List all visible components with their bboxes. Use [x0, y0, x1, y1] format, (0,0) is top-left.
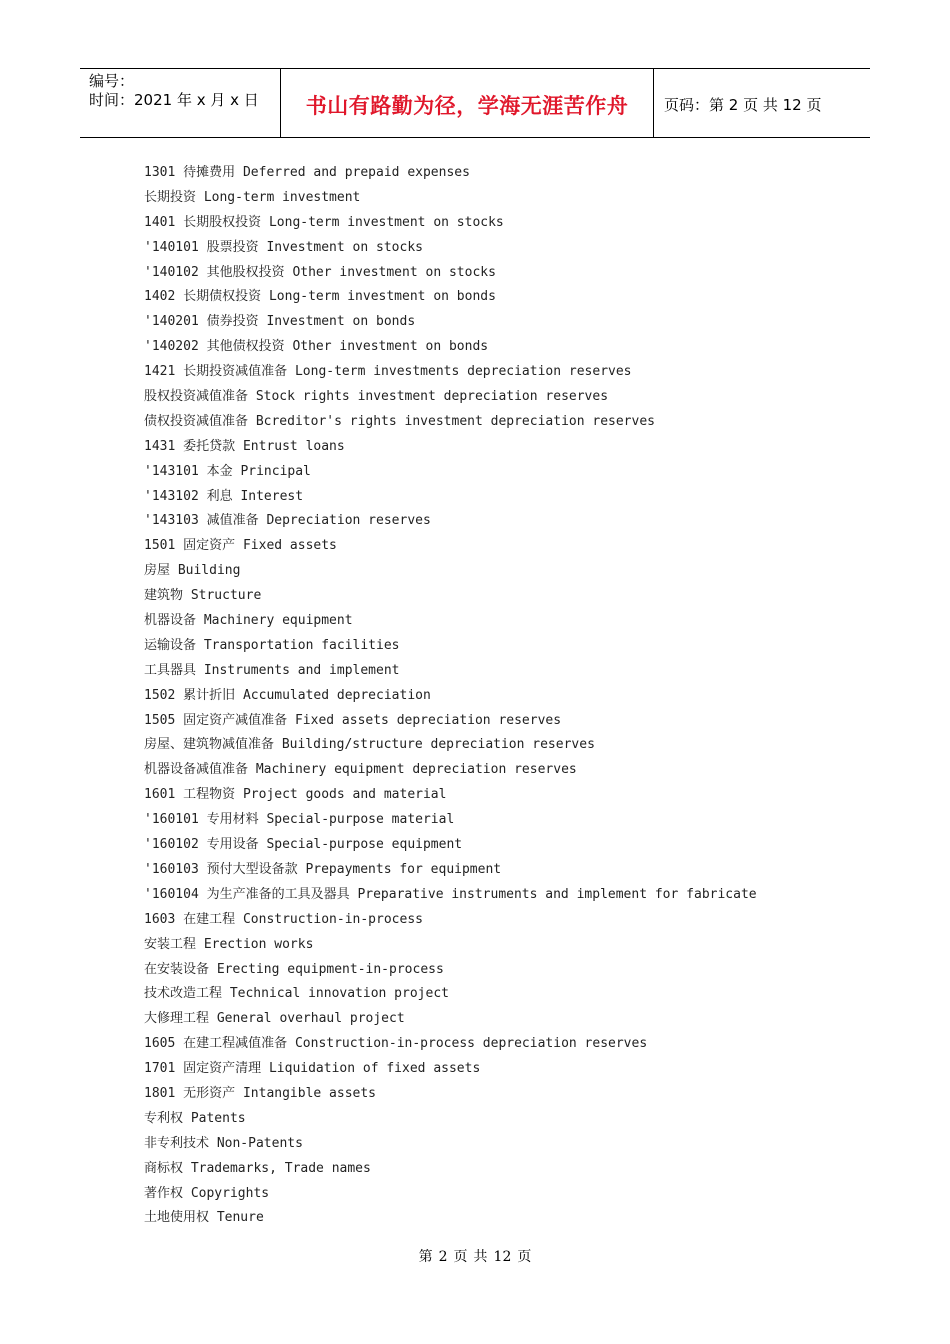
- account-line: '160101 专用材料 Special-purpose material: [144, 812, 455, 828]
- account-line: 1501 固定资产 Fixed assets: [144, 538, 337, 554]
- header-page-label: 页码：第 2 页 共 12 页: [664, 95, 822, 114]
- header-info-cell: [80, 69, 281, 137]
- footer-text: 页: [517, 1249, 532, 1265]
- account-line: 非专利技术 Non-Patents: [144, 1135, 303, 1151]
- time-label: 时间：2021 年 x 月 x 日: [89, 91, 259, 109]
- account-line: '160104 为生产准备的工具及器具 Preparative instruments and implement for fabricate: [144, 886, 757, 902]
- account-line: 安装工程 Erection works: [144, 936, 314, 952]
- account-line: 机器设备 Machinery equipment: [144, 613, 353, 629]
- account-line: '140202 其他债权投资 Other investment on bonds: [144, 339, 489, 355]
- account-line: 1701 固定资产清理 Liquidation of fixed assets: [144, 1061, 481, 1077]
- account-line: 1402 长期债权投资 Long-term investment on bonds: [144, 289, 496, 305]
- account-line: 运输设备 Transportation facilities: [144, 637, 400, 653]
- account-line: 机器设备减值准备 Machinery equipment depreciation reserves: [144, 762, 577, 778]
- account-line: 债权投资减值准备 Bcreditor's rights investment depreciation reserves: [144, 413, 655, 429]
- account-line: '140101 股票投资 Investment on stocks: [144, 239, 423, 255]
- account-line: 长期投资 Long-term investment: [144, 189, 361, 205]
- account-line: 1301 待摊费用 Deferred and prepaid expenses: [144, 165, 470, 180]
- account-line: 股权投资减值准备 Stock rights investment depreciation reserves: [144, 389, 609, 405]
- page-header: [80, 68, 870, 138]
- account-line: '143101 本金 Principal: [144, 463, 311, 479]
- account-line: '160102 专用设备 Special-purpose equipment: [144, 837, 463, 853]
- account-line: 1401 长期股权投资 Long-term investment on stocks: [144, 214, 504, 230]
- account-line: 大修理工程 General overhaul project: [144, 1011, 405, 1027]
- number-label: 编号：: [89, 72, 135, 90]
- header-page-cell: [654, 69, 870, 137]
- account-line: '140102 其他股权投资 Other investment on stocks: [144, 264, 496, 280]
- account-list: [144, 161, 864, 1231]
- account-line: 在安装设备 Erecting equipment-in-process: [144, 961, 444, 977]
- account-line: '140201 债券投资 Investment on bonds: [144, 314, 416, 330]
- account-line: '160103 预付大型设备款 Prepayments for equipment: [144, 861, 502, 877]
- account-line: 1605 在建工程减值准备 Construction-in-process depreciation reserves: [144, 1036, 648, 1052]
- footer-text: 共: [473, 1249, 488, 1265]
- account-line: 土地使用权 Tenure: [144, 1210, 264, 1226]
- account-line: 著作权 Copyrights: [144, 1185, 270, 1201]
- account-line: '143102 利息 Interest: [144, 488, 304, 504]
- account-line: 1421 长期投资减值准备 Long-term investments depreciation reserves: [144, 364, 632, 380]
- account-line: 建筑物 Structure: [144, 588, 262, 604]
- account-line: 房屋 Building: [144, 563, 241, 579]
- header-motto: 书山有路勤为径，学海无涯苦作舟: [305, 94, 629, 118]
- account-line: 1601 工程物资 Project goods and material: [144, 787, 447, 803]
- account-line: 1502 累计折旧 Accumulated depreciation: [144, 687, 431, 703]
- footer-total-pages: 12: [493, 1249, 512, 1265]
- account-line: 工具器具 Instruments and implement: [144, 662, 400, 678]
- footer-page-number: 2: [438, 1249, 448, 1265]
- footer-text: 第: [418, 1249, 433, 1265]
- account-line: 商标权 Trademarks, Trade names: [144, 1160, 371, 1176]
- account-line: 1505 固定资产减值准备 Fixed assets depreciation reserves: [144, 712, 562, 728]
- account-line: 房屋、建筑物减值准备 Building/structure depreciation reserves: [144, 737, 595, 753]
- account-line: 专利权 Patents: [144, 1110, 246, 1126]
- account-line: 1801 无形资产 Intangible assets: [144, 1085, 377, 1101]
- account-line: 技术改造工程 Technical innovation project: [144, 986, 449, 1002]
- page-footer: [0, 1246, 950, 1266]
- footer-text: 页: [453, 1249, 468, 1265]
- header-motto-cell: [281, 69, 654, 137]
- account-line: 1431 委托贷款 Entrust loans: [144, 438, 345, 454]
- account-line: 1603 在建工程 Construction-in-process: [144, 911, 423, 927]
- account-line: '143103 减值准备 Depreciation reserves: [144, 513, 431, 529]
